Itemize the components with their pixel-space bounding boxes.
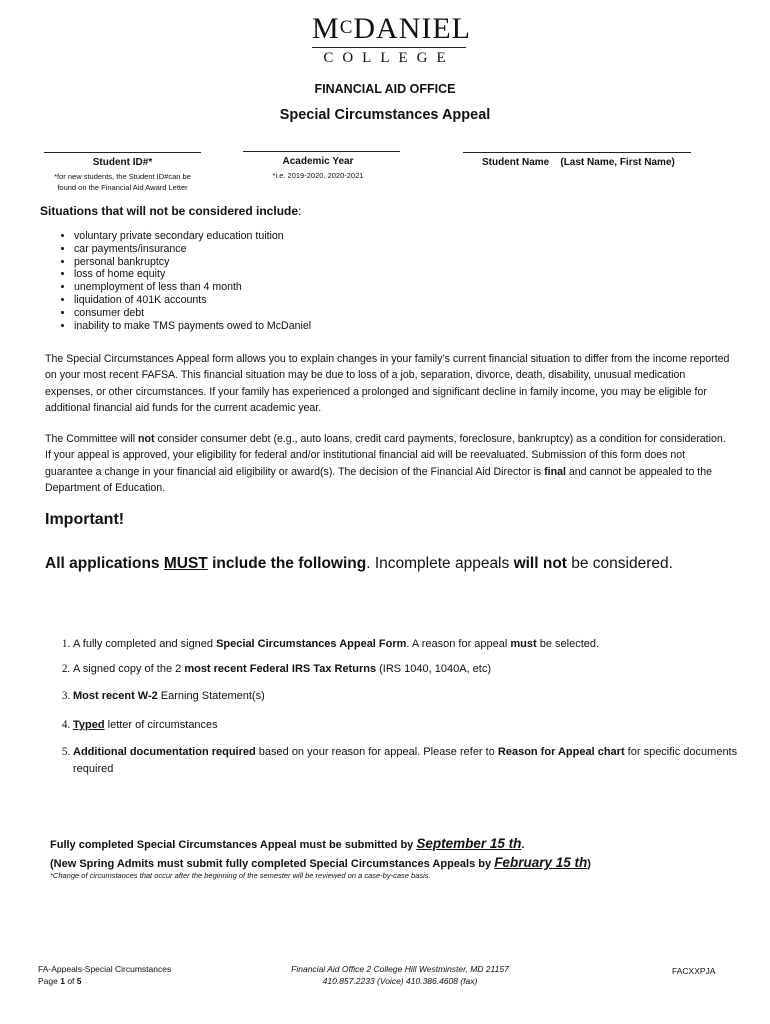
college-logo-name <box>312 12 472 45</box>
list-item: • consumer debt <box>74 307 311 320</box>
list-item: • liquidation of 401K accounts <box>74 294 311 307</box>
academic-year-label: Academic Year <box>282 156 354 167</box>
list-item: • voluntary private secondary education tuition <box>74 230 311 243</box>
logo-daniel: DANIEL <box>353 12 472 45</box>
important-heading: Important! <box>45 511 125 528</box>
fall-deadline-end: . <box>521 839 525 851</box>
req1-a: A fully completed and signed <box>73 638 217 650</box>
all-apps-text-1: All applications <box>45 555 164 572</box>
committee-text-2: consider consumer debt (e.g., auto loans, credit card payments, foreclosure, bankruptcy) as a condition for consideration. If your appeal is approved, your eligibility for federal and/or institutional financial aid will be reevaluated. Submission of this form does not guarantee a change in your financial aid eligibility or award(s). The decision of the Financial Aid Director is <box>45 433 726 478</box>
req5-c: based on your reason for appeal. Please refer to <box>255 746 498 758</box>
requirement-item <box>73 636 753 653</box>
spring-deadline-end: ) <box>587 858 591 870</box>
committee-text-3: and cannot be appealed to the Department of Education. <box>45 465 713 494</box>
req3-c: Earning Statement(s) <box>157 690 265 702</box>
student-name-text: Student Name <box>482 157 550 168</box>
student-name-format: (Last Name, First Name) <box>560 157 675 168</box>
situations-heading <box>40 204 301 218</box>
all-applications-notice <box>45 555 673 573</box>
logo-m: M <box>312 12 340 45</box>
page-prefix: Page <box>38 976 61 986</box>
all-apps-will-not: will not <box>513 555 567 572</box>
fall-deadline-date: September 15 th <box>416 836 522 851</box>
footer-form-name: FA-Appeals-Special Circumstances <box>38 964 172 974</box>
office-title: FINANCIAL AID OFFICE <box>314 82 456 96</box>
student-name-label <box>482 157 675 168</box>
committee-text-1: The Committee will <box>45 433 139 445</box>
requirement-item <box>73 661 753 678</box>
spring-deadline <box>50 855 591 870</box>
fall-deadline-text: Fully completed Special Circumstances Appeal must be submitted by <box>50 839 417 851</box>
footer-left <box>38 963 171 987</box>
list-item: • inability to make TMS payments owed to McDaniel <box>74 320 311 333</box>
req1-b: Special Circumstances Appeal Form <box>216 638 407 650</box>
logo-c: C <box>339 17 354 38</box>
intro-paragraph: The Special Circumstances Appeal form allows you to explain changes in your family’s current financial situation to differ from the income reported on your most recent FAFSA. This financial situation may be due to loss of a job, separation, divorce, death, disability, unusual medication expenses, or other circumstances. If your family has experienced a prolonged and significant decline in family income, you may be eligible for additional financial aid funds for the current academic year. <box>45 353 730 414</box>
requirement-item <box>73 744 753 778</box>
committee-not: not <box>138 433 155 445</box>
page-indicator <box>38 975 171 987</box>
footer-address: Financial Aid Office 2 College Hill Westminster, MD 21157 <box>291 964 509 974</box>
req2-b: most recent Federal IRS Tax Returns <box>184 663 377 675</box>
page-mid: of <box>64 976 77 986</box>
req1-d: must <box>510 638 537 650</box>
student-id-note-line2: found on the Financial Aid Award Letter <box>57 183 188 192</box>
all-apps-text-4: be considered. <box>566 555 673 572</box>
list-item: • unemployment of less than 4 month <box>74 281 311 294</box>
req2-c: (IRS 1040, 1040A, etc) <box>376 663 492 675</box>
student-id-note-line1: *for new students, the Student ID#can be <box>54 172 191 181</box>
spring-deadline-text: (New Spring Admits must submit fully completed Special Circumstances Appeals by <box>50 858 495 870</box>
student-id-line[interactable] <box>44 152 201 153</box>
page-total: 5 <box>76 976 82 986</box>
requirements-list <box>47 636 753 778</box>
list-item: • car payments/insurance <box>74 243 311 256</box>
req5-e: for specific documents required <box>73 746 738 775</box>
req3-b: Most recent W-2 <box>73 690 158 702</box>
student-id-note <box>30 171 215 193</box>
req1-e: be selected. <box>536 638 600 650</box>
requirement-item <box>73 717 753 734</box>
committee-final: final <box>544 465 566 478</box>
spring-deadline-date: February 15 th <box>494 855 588 870</box>
change-note: *Change of circumstances that occur after the beginning of the semester will be reviewed on a case-by-case basis. <box>50 871 431 880</box>
footer-address-block <box>240 963 560 987</box>
fall-deadline <box>50 836 524 851</box>
req5-b: Additional documentation required <box>73 746 256 758</box>
req4-b: Typed <box>73 719 105 731</box>
all-apps-must: MUST <box>163 555 208 572</box>
footer-phones: 410.857.2233 (Voice) 410.386.4608 (fax) <box>322 976 478 986</box>
req1-c: . A reason for appeal <box>406 638 511 650</box>
academic-year-note: *i.e. 2019-2020, 2020-2021 <box>272 171 364 180</box>
student-name-line[interactable] <box>463 152 691 153</box>
req5-d: Reason for Appeal chart <box>497 746 625 758</box>
student-id-label: Student ID#* <box>92 157 153 168</box>
situations-heading-text: Situations that will not be considered include <box>40 204 299 218</box>
page-number: 1 <box>60 976 65 986</box>
req2-a: A signed copy of the 2 <box>73 663 185 675</box>
logo-college: COLLEGE <box>323 50 455 66</box>
req4-c: letter of circumstances <box>104 719 218 731</box>
requirement-item <box>73 688 753 705</box>
situations-list <box>46 230 311 332</box>
committee-paragraph <box>45 431 733 496</box>
academic-year-line[interactable] <box>243 151 400 152</box>
form-title: Special Circumstances Appeal <box>279 107 491 123</box>
all-apps-text-2: include the following <box>207 555 367 572</box>
all-apps-text-3: . Incomplete appeals <box>366 555 514 572</box>
logo-divider <box>312 47 466 48</box>
footer-code: FACXXPJA <box>672 966 716 976</box>
list-item: • personal bankruptcy <box>74 256 311 269</box>
list-item: • loss of home equity <box>74 268 311 281</box>
situations-heading-colon: : <box>298 204 302 218</box>
